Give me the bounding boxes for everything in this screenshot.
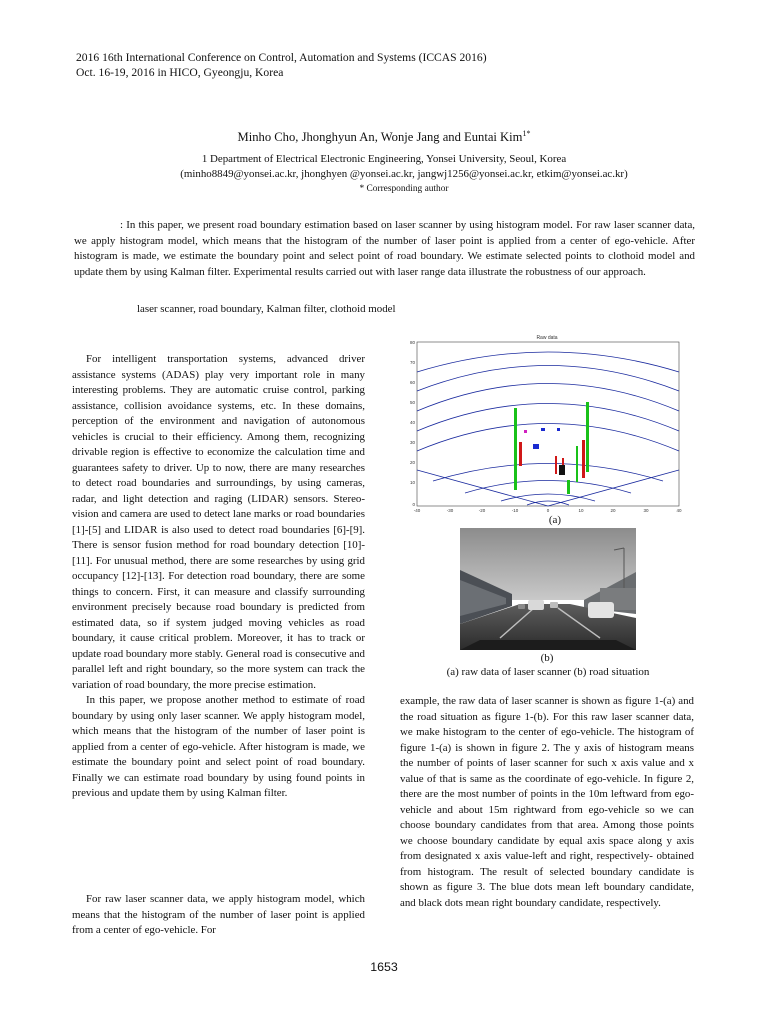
red-points <box>555 456 557 474</box>
plot-area <box>417 342 679 506</box>
red-points <box>519 442 522 466</box>
section-2-paragraph: For raw laser scanner data, we apply histogram model, which means that the histogram of the number of laser point is applied from a center of ego-vehicle. For <box>72 893 365 936</box>
page-number: 1653 <box>370 960 398 974</box>
blue-points <box>533 444 539 449</box>
y-tick-label: 10 <box>409 480 415 485</box>
abstract-text: : In this paper, we present road boundary estimation based on laser scanner by using histogram model. For raw laser scanner data, we apply histogram model, which means that the histogram of the number of laser point is applied from a center of ego-vehicle. After histogram is made, we estimate the boundary point and select point of road boundary. We estimate selected points to clothoid model and update them by using Kalman filter. Experimental results carried out with laser range data illustrate the robustness of our approach. <box>74 219 695 279</box>
black-points <box>559 465 565 475</box>
y-tick-label: 70 <box>409 360 415 365</box>
blue-points <box>541 428 545 431</box>
x-tick-label: 40 <box>676 508 682 513</box>
vehicle <box>518 604 525 609</box>
green-points <box>586 402 589 472</box>
y-tick-label: 0 <box>412 502 415 507</box>
figure-1a <box>403 330 687 514</box>
right-paragraph: example, the raw data of laser scanner is shown as figure 1-(a) and the road situation as figure 1-(b). For this raw laser scanner data, we make histogram to the center of ego-vehicle. The histogram of figure 1-(a) is shown in figure 2. The y axis of histogram means the number of points of laser scanner for such x axis value and x value of that is same as the coordinate of ego-vehicle. In figure 2, there are the most number of points in the 10m leftward from ego-vehicle and about 15m rightward from ego-vehicle so we can choose boundary candidates from that area. Among those points we choose boundary candidate by equal axis space along y axis from designated x axis value-left and right, respectively- obtained from histogram. The result of selected boundary candidate is shown as figure 3. The blue dots mean left boundary candidate, and black dots mean right boundary candidate, respectively. <box>400 695 694 909</box>
green-points <box>514 408 517 490</box>
abstract <box>74 218 695 281</box>
plot-title: Raw data <box>536 335 558 341</box>
author-names: Minho Cho, Jhonghyun An, Wonje Jang and Euntai Kim <box>237 130 523 145</box>
corresponding-author-note: * Corresponding author <box>359 184 449 195</box>
vehicle <box>588 602 614 618</box>
introduction-section <box>72 352 365 802</box>
y-tick-label: 40 <box>409 420 415 425</box>
vehicle <box>550 602 558 608</box>
x-tick-label: 30 <box>643 508 649 513</box>
x-tick-label: -40 <box>413 508 421 513</box>
conference-dates: Oct. 16-19, 2016 in HICO, Gyeongju, Korea <box>76 66 284 79</box>
red-points <box>582 440 585 478</box>
raw-data-plot <box>403 330 687 514</box>
green-points <box>567 480 570 494</box>
x-tick-label: 20 <box>610 508 616 513</box>
vehicle <box>528 600 544 610</box>
x-tick-label: 0 <box>546 508 550 513</box>
keywords: laser scanner, road boundary, Kalman filter, clothoid model <box>137 303 396 315</box>
plot-frame <box>417 342 679 506</box>
x-tick-label: -30 <box>446 508 454 513</box>
affiliation-dept: 1 Department of Electrical Electronic Engineering, Yonsei University, Seoul, Korea <box>201 153 567 165</box>
author-superscript: 1* <box>522 129 531 138</box>
x-tick-label: -10 <box>511 508 519 513</box>
conference-name: 2016 16th International Conference on Control, Automation and Systems (ICCAS 2016) <box>76 51 487 64</box>
blue-points <box>557 428 560 431</box>
figure-label-a: (a) <box>548 514 562 526</box>
y-tick-label: 60 <box>409 380 415 385</box>
figure-1b <box>460 528 636 650</box>
intro-paragraph-2: In this paper, we propose another method to estimate of road boundary by using only laser scanner. We apply histogram model, which means that the histogram of the number of laser point is applied from a center of ego-vehicle. After histogram is made, we estimate the boundary point and select point of road boundary. Finally we can estimate road boundary by using found points in previous and update them by using Kalman filter. <box>72 694 365 799</box>
conference-header <box>76 50 487 80</box>
right-column-text <box>400 694 694 911</box>
y-tick-label: 50 <box>409 400 415 405</box>
y-axis-ticks <box>410 340 416 507</box>
affiliation <box>0 152 768 198</box>
figure-1-caption: (a) raw data of laser scanner (b) road situation <box>446 666 650 678</box>
section-2-start <box>72 892 365 939</box>
green-points <box>576 446 578 482</box>
road-photo <box>460 528 636 650</box>
car-hood <box>460 640 636 650</box>
magenta-points <box>524 430 527 433</box>
y-tick-label: 20 <box>409 460 415 465</box>
figure-label-b: (b) <box>540 652 554 664</box>
x-axis-ticks <box>414 508 682 513</box>
author-list <box>0 129 768 145</box>
intro-paragraph-1: For intelligent transportation systems, advanced driver assistance systems (ADAS) play very important role in many interesting problems. They are automatic cruise control, parking assistance, collision avoidance systems, etc. In these domains, perception of the environment and navigation of autonomous vehicles is crucial to their efficiency. Among them, recognizing drivable region is effective to economize the calculation time and guarantees safety to driver. Up to now, there are many researches to detect road boundaries and surroundings, by using cameras, radar, and light detection and raging (LIDAR) sensors. Stereo-vision and camera are used to detect lane marks or road boundaries [1]-[5] and LIDAR is also used to detect road boundaries [6]-[9]. There is sensor fusion method for road boundary detection [10]-[11]. For unusual method, there are some researches by using grid occupancy [12]-[13]. For detection road boundary, there are some things to concern. First, it can measure and classify surrounding environment precisely because road boundary is predicted from estimated data, so if system judged moving vehicles as road boundary, it cause critical problem. Moreover, it has to track or update road boundary more stably. General road is consecutive and parallel left and right boundary, so the more system can track the variation of road boundary, the more precise estimation. <box>72 353 365 691</box>
affiliation-emails: (minho8849@yonsei.ac.kr, jhonghyen @yonsei.ac.kr, jangwj1256@yonsei.ac.kr, etkim@yonsei.ac.kr) <box>180 168 628 181</box>
x-tick-label: 10 <box>578 508 584 513</box>
y-tick-label: 30 <box>409 440 415 445</box>
x-tick-label: -20 <box>478 508 486 513</box>
y-tick-label: 80 <box>409 340 415 345</box>
